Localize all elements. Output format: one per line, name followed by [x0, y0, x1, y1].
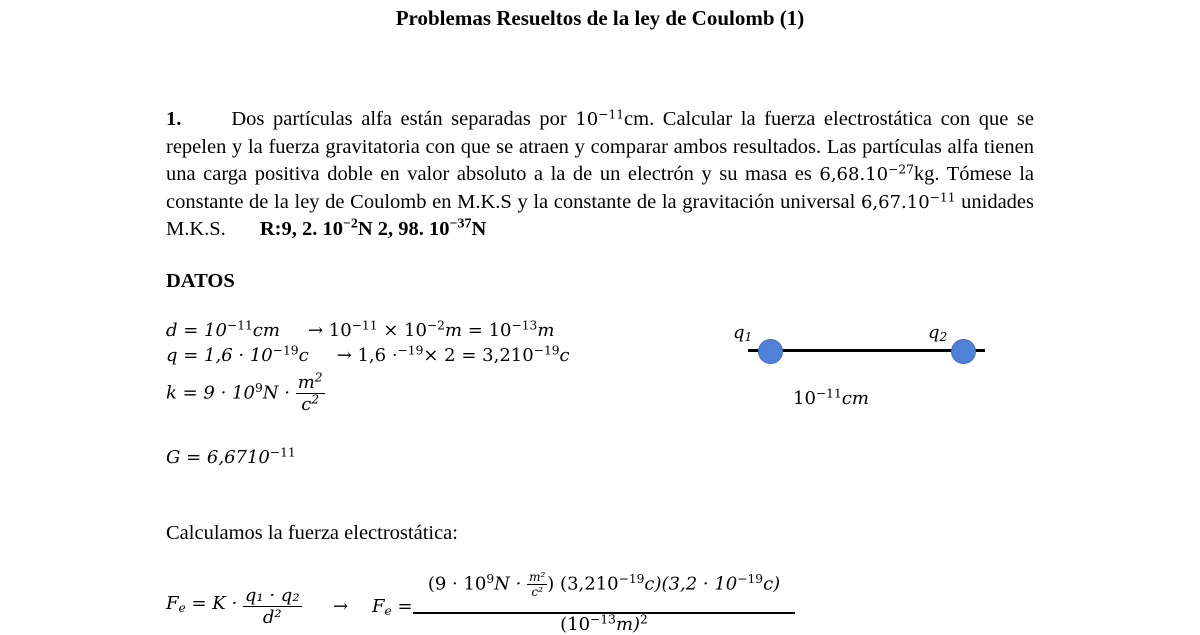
data-line-q: $q = 1,6 \cdot 10^{-19}c \to 1,6 \cdot^{-19}\times 2 = 3,210^{-19}c$ — [166, 343, 570, 366]
fe-lhs: $F_e$ = — [372, 596, 413, 619]
k-units-fraction: $\frac{m^2}{c^2}$ — [297, 370, 323, 415]
calc-heading: Calculamos la fuerza electrostática: — [166, 522, 458, 544]
separation-line — [748, 349, 985, 352]
problem-text: unidades M.K.S. — [166, 190, 1034, 240]
big-denominator: $(10^{-13}m)^2$ — [560, 612, 648, 635]
data-line-k: $k = 9 \cdot 10^9N$ · $\frac{m^2}{c^2}$ — [166, 370, 323, 415]
datos-heading: DATOS — [166, 270, 235, 292]
mass-value: $6,68.10^{-27}$ — [819, 162, 914, 185]
q2-label: $q_2$ — [928, 322, 948, 345]
distance-label: $10^{-11}cm$ — [793, 386, 869, 409]
charge-q2-circle — [951, 339, 976, 364]
problem-number: 1. — [166, 108, 182, 130]
arrow: → — [333, 596, 349, 617]
problem-text: cm. Calcular la fuerza electrostática con que se repelen y la fuerza gravitatoria con que se atraen y comparar ambos resultados. Las partículas alfa tienen una carga positiva doble en valor absoluto a la de un electrón y su masa es — [166, 108, 1034, 185]
charge-q1-circle — [758, 339, 783, 364]
answer: R:9, 2. $10^{-2}N$ 2, 98. $10^{-37}N$ — [259, 216, 487, 240]
problem-text: kg. Tómese la constante de la ley de Coulomb en M.K.S y la constante de la gravitación universal — [166, 163, 1034, 213]
q1-label: $q_1$ — [733, 322, 753, 345]
big-numerator: ($9 \cdot 10^9N$ · $\frac{\text{m²}}{\text{c²}}$ ) $(3,210^{-19}c)(3,2 \cdot 10^{-19}c)$ — [427, 570, 781, 599]
page-title: Problemas Resueltos de la ley de Coulomb (1) — [395, 6, 805, 30]
coulomb-fraction: $\frac{\text{q₁ · q₂}}{\text{d²}}$ — [244, 585, 300, 628]
data-line-g: $G = 6,6710^{-11}$ — [166, 445, 296, 468]
separation-value: $10^{-11}$ — [575, 107, 625, 130]
problem-statement — [166, 106, 1034, 244]
unit-fraction: $\frac{\text{m²}}{\text{c²}}$ — [529, 570, 546, 599]
gravitation-constant: $6,67.10^{-11}$ — [860, 189, 956, 213]
data-line-d: $d = 10^{-11}cm \to 10^{-11} \times 10^{-2}m = 10^{-13}m$ — [166, 318, 555, 341]
coulomb-formula: $F_e = K$ · $\frac{\text{q₁ · q₂}}{\text{d²}}$ — [166, 585, 300, 628]
problem-text: Dos partículas alfa están separadas por — [231, 108, 576, 130]
